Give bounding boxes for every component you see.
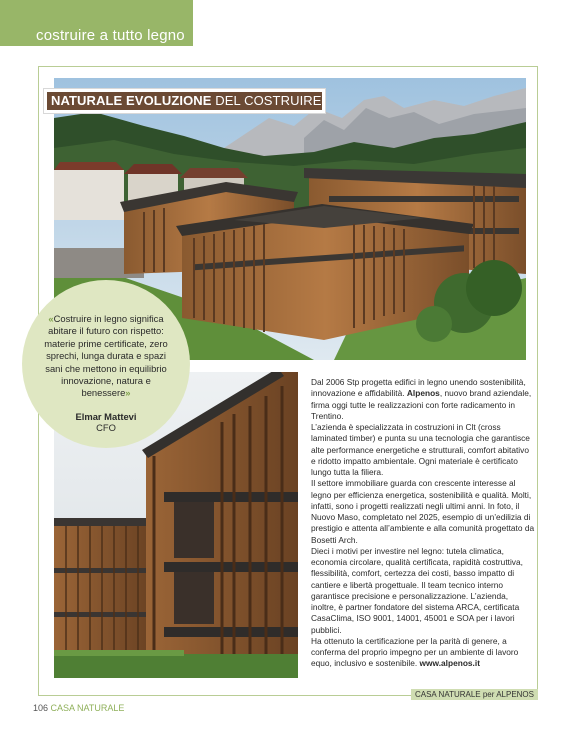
pull-quote [40,313,172,400]
paragraph: L’azienda è specializzata in costruzioni in Clt (cross laminated timber) e punta su una tecnologia che garantisce alte performance energetiche e strutturali, comfort abitativo e ridotto impatto ambientale. Ogni materiale è certificato lungo tutta la filiera. [311,422,530,477]
quote-role: CFO [96,422,116,433]
paragraph-text: Dal 2006 Stp progetta edifici in legno unendo sostenibilità, innovazione e affidabilità. [311,377,526,399]
paragraph-text: , nuovo brand aziendale, firma oggi tutte le realizzazioni con forte radicamento in Trentino. [311,388,532,421]
quote-author: Elmar Mattevi [75,411,137,422]
section-title: costruire a tutto legno [36,27,185,44]
article-body [311,377,535,670]
title-bold: NATURALE EVOLUZIONE [51,93,212,108]
section-header [0,0,193,46]
quote-open-mark: « [48,313,54,324]
paragraph: Dieci i motivi per investire nel legno: tutela climatica, economia circolare, qualità certificata, rapidità costruttiva, flessibilità, comfort, certezza dei costi, basso impatto di cantiere e libertà progettuale. Il team tecnico interno garantisce precisione e personalizzazione. L’azienda, inoltre, è partner fondatore del sistema ARCA, certificata CasaClima, ISO 9001, 14001, 45001 e SOA per i lavori pubblici. [311,545,523,635]
article-title [43,88,326,114]
magazine-name: CASA NATURALE [50,703,125,713]
quote-attribution [40,411,172,433]
paragraph [311,377,535,422]
quote-text: Costruire in legno significa abitare il futuro con rispetto: materie prime certificate, zero sprechi, lunga durata e spazi sani che mettono in equilibrio innovazione, natura e benessere [44,313,168,399]
website-link[interactable]: www.alpenos.it [419,658,480,669]
title-regular: DEL COSTRUIRE [215,93,322,108]
paragraph-text: Ha ottenuto la certificazione per la parità di genere, a conferma del proprio impegno per un ambiente di lavoro equo, inclusivo e sostenibile. [311,635,519,669]
paragraph: Il settore immobiliare guarda con crescente interesse al legno per efficienza energetica, sostenibilità e qualità. Molti, infatti, sono i progetti realizzati negli ultimi anni. In foto, il Nuovo Maso, completato nel 2025, esempio di un’edilizia di prestigio e attenta all’ambiente e alla comunità progettato da Bosetti Arch. [311,478,535,545]
paragraph [311,636,535,670]
page-footer [33,703,124,713]
brand-name: Alpenos [406,388,440,399]
sponsor-credit: CASA NATURALE per ALPENOS [411,689,538,700]
quote-close-mark: » [125,387,131,399]
page-number: 106 [33,703,49,713]
